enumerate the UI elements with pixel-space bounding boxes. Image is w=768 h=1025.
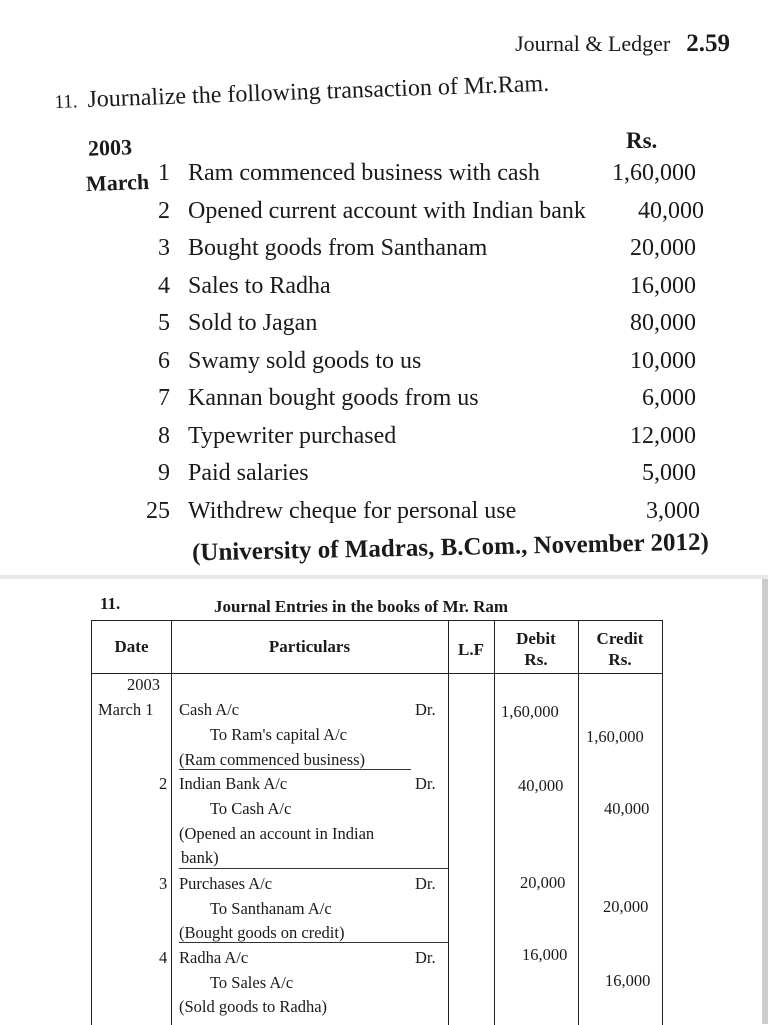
txn-text: Paid salaries bbox=[188, 460, 309, 486]
col-rule bbox=[171, 621, 172, 1025]
txn-day: 9 bbox=[158, 460, 170, 486]
col-rule bbox=[448, 621, 449, 1025]
col-rule bbox=[578, 621, 579, 1025]
question-year: 2003 bbox=[87, 134, 133, 161]
transaction-row bbox=[138, 198, 708, 236]
txn-text: Sold to Jagan bbox=[188, 310, 318, 336]
question-number: 11. bbox=[54, 91, 78, 113]
dr-marker: Dr. bbox=[415, 774, 436, 793]
credit-account: To Cash A/c bbox=[210, 799, 292, 818]
txn-text: Bought goods from Santhanam bbox=[188, 235, 488, 261]
debit-amount: 1,60,000 bbox=[501, 702, 559, 721]
txn-text: Typewriter purchased bbox=[188, 422, 397, 449]
debit-account: Radha A/c bbox=[179, 948, 249, 967]
question-text: Journalize the following transaction of Mr.Ram. bbox=[87, 70, 550, 113]
entry-date: March 1 bbox=[98, 700, 154, 719]
journal-year: 2003 bbox=[127, 675, 160, 694]
credit-account: To Ram's capital A/c bbox=[210, 725, 347, 744]
transaction-row bbox=[138, 273, 708, 311]
txn-amount: 80,000 bbox=[630, 310, 696, 336]
txn-amount: 3,000 bbox=[646, 497, 700, 524]
credit-amount: 1,60,000 bbox=[586, 727, 644, 746]
txn-text: Withdrew cheque for personal use bbox=[188, 497, 517, 524]
col-header-lf: L.F bbox=[458, 640, 484, 659]
entry-separator bbox=[179, 769, 411, 770]
txn-amount: 10,000 bbox=[630, 347, 696, 374]
credit-amount: 16,000 bbox=[605, 971, 651, 990]
page-number: 2.59 bbox=[686, 30, 730, 57]
entry-separator bbox=[179, 942, 448, 943]
narration: (Opened an account in Indian bbox=[179, 824, 375, 843]
txn-amount: 16,000 bbox=[630, 272, 696, 299]
txn-text: Opened current account with Indian bank bbox=[188, 197, 586, 224]
txn-day: 3 bbox=[158, 235, 170, 261]
txn-day: 25 bbox=[146, 497, 170, 524]
narration: (Sold goods to Radha) bbox=[179, 997, 328, 1016]
entry-date: 2 bbox=[159, 774, 168, 793]
credit-amount: 20,000 bbox=[603, 897, 649, 916]
credit-amount: 40,000 bbox=[604, 799, 650, 818]
transaction-row bbox=[138, 160, 708, 198]
txn-day: 4 bbox=[158, 272, 170, 299]
entry-separator bbox=[179, 868, 448, 869]
txn-amount: 12,000 bbox=[630, 422, 696, 449]
col-header-credit-unit: Rs. bbox=[608, 650, 632, 669]
entry-date: 3 bbox=[159, 874, 168, 893]
txn-day: 6 bbox=[158, 347, 170, 374]
narration: (Ram commenced business) bbox=[179, 750, 366, 769]
solution-title: Journal Entries in the books of Mr. Ram bbox=[214, 597, 509, 616]
narration: (Bought goods on credit) bbox=[179, 923, 345, 942]
col-header-debit-unit: Rs. bbox=[524, 650, 548, 669]
debit-account: Purchases A/c bbox=[179, 874, 273, 893]
header-rule bbox=[92, 673, 662, 674]
question-source: (University of Madras, B.Com., November 2012) bbox=[191, 528, 710, 567]
col-header-credit: Credit bbox=[596, 629, 644, 648]
txn-amount: 20,000 bbox=[630, 235, 696, 261]
amount-header: Rs. bbox=[626, 128, 658, 153]
txn-amount: 1,60,000 bbox=[612, 160, 696, 186]
txn-amount: 5,000 bbox=[642, 460, 696, 486]
debit-amount: 16,000 bbox=[522, 945, 568, 964]
dr-marker: Dr. bbox=[415, 700, 436, 719]
running-title: Journal & Ledger bbox=[515, 31, 671, 56]
txn-text: Swamy sold goods to us bbox=[188, 347, 422, 374]
transaction-row bbox=[138, 423, 708, 461]
solution-number: 11. bbox=[100, 594, 121, 613]
col-header-date: Date bbox=[114, 637, 149, 656]
txn-text: Ram commenced business with cash bbox=[188, 160, 540, 186]
dr-marker: Dr. bbox=[415, 874, 436, 893]
transaction-row bbox=[138, 235, 708, 273]
txn-text: Kannan bought goods from us bbox=[188, 385, 479, 411]
debit-account: Indian Bank A/c bbox=[179, 774, 288, 793]
question-month: March bbox=[85, 168, 150, 197]
transaction-row bbox=[138, 385, 708, 423]
dr-marker: Dr. bbox=[415, 948, 436, 967]
credit-account: To Sales A/c bbox=[210, 973, 294, 992]
txn-day: 7 bbox=[158, 385, 170, 411]
txn-amount: 40,000 bbox=[638, 197, 704, 224]
txn-day: 2 bbox=[158, 197, 170, 224]
txn-text: Sales to Radha bbox=[188, 272, 331, 299]
debit-amount: 20,000 bbox=[520, 873, 566, 892]
narration: bank) bbox=[181, 848, 219, 867]
debit-amount: 40,000 bbox=[518, 776, 564, 795]
col-header-debit: Debit bbox=[516, 629, 556, 648]
txn-day: 5 bbox=[158, 310, 170, 336]
entry-date: 4 bbox=[159, 948, 168, 967]
page-header bbox=[515, 30, 730, 58]
txn-amount: 6,000 bbox=[642, 385, 696, 411]
journal-table bbox=[91, 620, 663, 1025]
txn-day: 1 bbox=[158, 160, 170, 186]
scan-seam bbox=[0, 575, 768, 579]
question-heading bbox=[54, 71, 550, 115]
credit-account: To Santhanam A/c bbox=[210, 899, 332, 918]
transaction-row bbox=[138, 348, 708, 386]
col-rule bbox=[494, 621, 495, 1025]
txn-day: 8 bbox=[158, 422, 170, 449]
debit-account: Cash A/c bbox=[179, 700, 240, 719]
transaction-row bbox=[138, 310, 708, 348]
col-header-particulars: Particulars bbox=[268, 637, 351, 656]
transaction-row bbox=[138, 460, 708, 498]
scan-edge bbox=[762, 579, 768, 1024]
transaction-list bbox=[138, 160, 708, 535]
